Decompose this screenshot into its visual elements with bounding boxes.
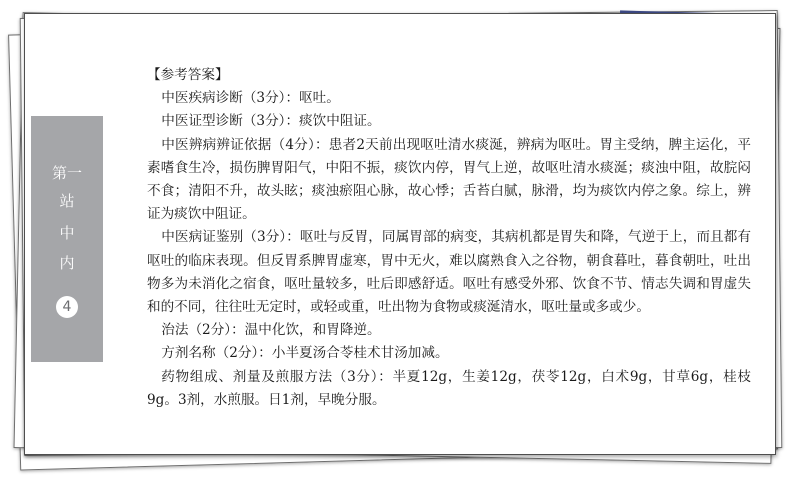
answer-content bbox=[147, 64, 751, 412]
side-tab-char: 第一 bbox=[51, 164, 82, 182]
answer-paragraph: 药物组成、剂量及煎服方法（3分）：半夏12g，生姜12g，茯苓12g，白术9g，甘草6g，桂枝9g。3剂，水煎服。日1剂，早晚分服。 bbox=[147, 368, 751, 408]
answer-paragraph: 治法（2分）：温中化饮，和胃降逆。 bbox=[161, 322, 381, 339]
answer-heading: 【参考答案】 bbox=[147, 67, 229, 83]
side-tab-char: 内 bbox=[59, 254, 75, 272]
answer-paragraph: 中医证型诊断（3分）：痰饮中阻证。 bbox=[161, 113, 381, 130]
side-tab-char: 站 bbox=[59, 192, 75, 210]
answer-paragraph: 中医病证鉴别（3分）：呕吐与反胃，同属胃部的病变，其病机都是胃失和降，气逆于上，而且都有呕吐的临床表现。但反胃系脾胃虚寒，胃中无火，难以腐熟食入之谷物，朝食暮吐，暮食朝吐，吐出物多为未消化之宿食，呕吐量较多，吐后即感舒适。呕吐有感受外邪、饮食不节、情志失调和胃虚失和的不同，往往吐无定时，或轻或重，吐出物为食物或痰涎清水，呕吐量或多或少。 bbox=[147, 229, 751, 316]
chapter-number-badge: 4 bbox=[56, 296, 78, 318]
side-tab-char: 中 bbox=[59, 224, 75, 242]
answer-paragraph: 方剂名称（2分）：小半夏汤合苓桂术甘汤加减。 bbox=[161, 345, 449, 362]
chapter-side-tab bbox=[31, 116, 103, 362]
document-page bbox=[24, 13, 776, 455]
answer-paragraph: 中医辨病辨证依据（4分）：患者2天前出现呕吐清水痰涎，辨病为呕吐。胃主受纳，脾主运化，平素嗜食生冷，损伤脾胃阳气，中阳不振，痰饮内停，胃气上逆，故呕吐清水痰涎；痰浊中阻，故脘闷不食；清阳不升，故头眩；痰浊瘀阻心脉，故心悸；舌苔白腻，脉滑，均为痰饮内停之象。综上，辨证为痰饮中阻证。 bbox=[147, 136, 751, 223]
answer-paragraph: 中医疾病诊断（3分）：呕吐。 bbox=[161, 90, 340, 107]
